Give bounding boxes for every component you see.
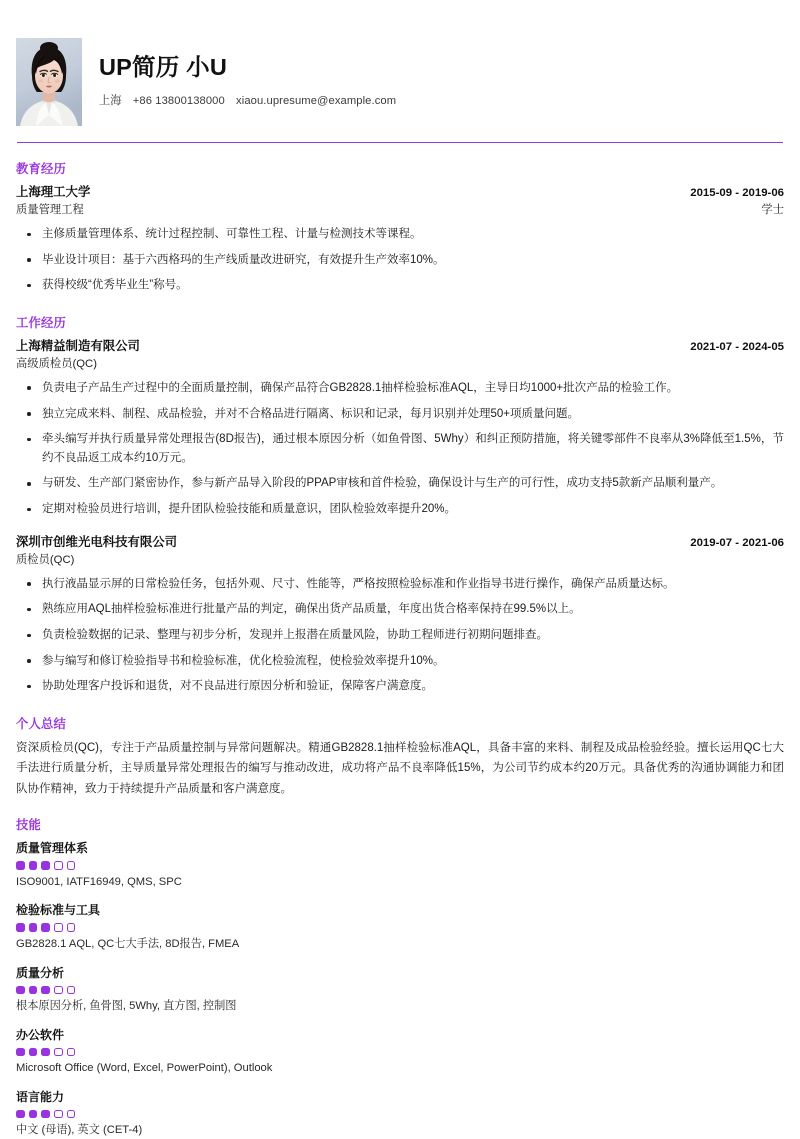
skill-detail: 根本原因分析, 鱼骨图, 5Why, 直方图, 控制图 <box>16 1000 237 1013</box>
bullet-item: 独立完成来料、制程、成品检验，并对不合格品进行隔离、标识和记录，每月识别并处理50+项质量问题。 <box>16 405 784 424</box>
experience-entry <box>16 533 784 696</box>
skill-dot-empty <box>54 1048 63 1057</box>
section-title-skills: 技能 <box>16 818 41 833</box>
skill-dot-filled <box>29 861 38 870</box>
skill-name: 办公软件 <box>16 1027 65 1042</box>
skill-name: 检验标准与工具 <box>16 903 101 918</box>
skill-item <box>16 1026 784 1077</box>
section-summary <box>16 698 784 799</box>
entry-header-row <box>16 533 784 552</box>
page-title: UP简历 小U <box>99 53 228 80</box>
skill-level-dots <box>16 986 784 995</box>
skill-dot-filled <box>29 1048 38 1057</box>
skill-dot-filled <box>16 986 25 995</box>
skill-dot-empty <box>67 986 76 995</box>
entry-bullet-list <box>16 379 784 519</box>
entry-date-range: 2015-09 - 2019-06 <box>690 187 784 199</box>
skill-dot-empty <box>67 923 76 932</box>
skill-name: 质量分析 <box>16 965 65 980</box>
skill-detail: GB2828.1 AQL, QC七大手法, 8D报告, FMEA <box>16 937 240 950</box>
skill-dot-empty <box>54 923 63 932</box>
bullet-item: 参与编写和修订检验指导书和检验标准，优化检验流程，使检验效率提升10%。 <box>16 652 784 671</box>
skill-detail: 中文 (母语), 英文 (CET-4) <box>16 1124 143 1137</box>
experience-entry <box>16 183 784 295</box>
skill-detail: Microsoft Office (Word, Excel, PowerPoint), Outlook <box>16 1062 273 1075</box>
entry-header-row <box>16 337 784 356</box>
resume-header <box>16 0 784 136</box>
section-title-education: 教育经历 <box>16 162 66 176</box>
skills-list <box>16 839 784 1139</box>
bullet-item: 主修质量管理体系、统计过程控制、可靠性工程、计量与检测技术等课程。 <box>16 225 784 244</box>
skill-item <box>16 839 784 890</box>
skill-dot-filled <box>16 1048 25 1057</box>
section-work <box>16 297 784 696</box>
summary-text: 资深质检员(QC)，专注于产品质量控制与异常问题解决。精通GB2828.1抽样检验标准AQL，具备丰富的来料、制程及成品检验经验。擅长运用QC七大手法进行质量分析，主导质量异常处理报告的编写与推动改进，成功将产品不良率降低15%，为公司节约成本约20万元。具备优秀的沟通协调能力和团队协作精神，致力于持续提升产品质量和客户满意度。 <box>16 741 784 795</box>
skill-level-dots <box>16 1048 784 1057</box>
skill-dot-filled <box>41 923 50 932</box>
skill-name: 质量管理体系 <box>16 841 89 856</box>
skill-dot-filled <box>29 1110 38 1119</box>
skill-item <box>16 964 784 1015</box>
bullet-item: 熟练应用AQL抽样检验标准进行批量产品的判定，确保出货产品质量，年度出货合格率保持在99.5%以上。 <box>16 600 784 619</box>
entry-subheader-row <box>16 356 784 373</box>
skill-detail: ISO9001, IATF16949, QMS, SPC <box>16 875 182 888</box>
skill-dot-filled <box>41 1048 50 1057</box>
contact-line <box>99 92 396 108</box>
skill-item <box>16 901 784 952</box>
education-entries <box>16 183 784 295</box>
skill-dot-filled <box>16 1110 25 1119</box>
skill-dot-empty <box>67 1048 76 1057</box>
avatar <box>16 38 82 126</box>
skill-dot-filled <box>29 923 38 932</box>
section-education <box>16 143 784 295</box>
contact-email[interactable]: xiaou.upresume@example.com <box>236 95 397 108</box>
entry-subheader-row <box>16 552 784 569</box>
skill-dot-filled <box>29 986 38 995</box>
section-title-summary: 个人总结 <box>16 716 66 731</box>
skill-dot-filled <box>16 923 25 932</box>
entry-date-range: 2021-07 - 2024-05 <box>690 340 784 353</box>
contact-phone: +86 13800138000 <box>132 95 225 108</box>
bullet-item: 协助处理客户投诉和退货，对不良品进行原因分析和验证，保障客户满意度。 <box>16 677 784 696</box>
entry-bullet-list <box>16 225 784 295</box>
entry-date-range: 2019-07 - 2021-06 <box>690 536 784 549</box>
header-text-block <box>99 54 396 111</box>
skill-level-dots <box>16 1110 784 1119</box>
bullet-item: 负责电子产品生产过程中的全面质量控制，确保产品符合GB2828.1抽样检验标准AQL，主导日均1000+批次产品的检验工作。 <box>16 379 784 398</box>
skill-dot-empty <box>54 986 63 995</box>
entry-role: 质检员(QC) <box>16 553 75 566</box>
bullet-item: 与研发、生产部门紧密协作，参与新产品导入阶段的PPAP审核和首件检验，确保设计与生产的可行性，成功支持5款新产品顺利量产。 <box>16 474 784 493</box>
contact-location: 上海 <box>99 95 122 108</box>
skill-level-dots <box>16 923 784 932</box>
skill-dot-empty <box>54 861 63 870</box>
bullet-item: 毕业设计项目：基于六西格玛的生产线质量改进研究，有效提升生产效率10%。 <box>16 251 784 270</box>
entry-role: 高级质检员(QC) <box>16 358 97 371</box>
entry-meta-right: 学士 <box>761 204 784 217</box>
experience-entry <box>16 337 784 519</box>
section-title-work: 工作经历 <box>16 315 66 330</box>
entry-subheader-row <box>16 202 784 219</box>
skill-dot-filled <box>41 1110 50 1119</box>
entry-header-row <box>16 183 784 202</box>
skill-item <box>16 1088 784 1139</box>
bullet-item: 负责检验数据的记录、整理与初步分析，发现并上报潜在质量风险，协助工程师进行初期问题排查。 <box>16 626 784 645</box>
work-entries <box>16 337 784 696</box>
bullet-item: 定期对检验员进行培训，提升团队检验技能和质量意识，团队检验效率提升20%。 <box>16 500 784 519</box>
bullet-item: 执行液晶显示屏的日常检验任务，包括外观、尺寸、性能等，严格按照检验标准和作业指导书进行操作，确保产品质量达标。 <box>16 575 784 594</box>
skill-dot-empty <box>67 1110 76 1119</box>
skill-name: 语言能力 <box>16 1089 65 1104</box>
entry-organization: 上海精益制造有限公司 <box>16 338 140 353</box>
entry-role: 质量管理工程 <box>16 204 84 217</box>
skill-dot-filled <box>41 861 50 870</box>
entry-organization: 深圳市创维光电科技有限公司 <box>16 534 178 549</box>
bullet-item: 牵头编写并执行质量异常处理报告(8D报告)，通过根本原因分析（如鱼骨图、5Why）和纠正预防措施，将关键零部件不良率从3%降低至1.5%，节约不良品返工成本约10万元。 <box>16 430 784 467</box>
skill-dot-filled <box>41 986 50 995</box>
bullet-item: 获得校级“优秀毕业生”称号。 <box>16 276 784 295</box>
entry-bullet-list <box>16 575 784 696</box>
entry-organization: 上海理工大学 <box>16 185 91 199</box>
skill-dot-empty <box>54 1110 63 1119</box>
section-skills <box>16 799 784 1139</box>
skill-level-dots <box>16 861 784 870</box>
skill-dot-filled <box>16 861 25 870</box>
skill-dot-empty <box>67 861 76 870</box>
